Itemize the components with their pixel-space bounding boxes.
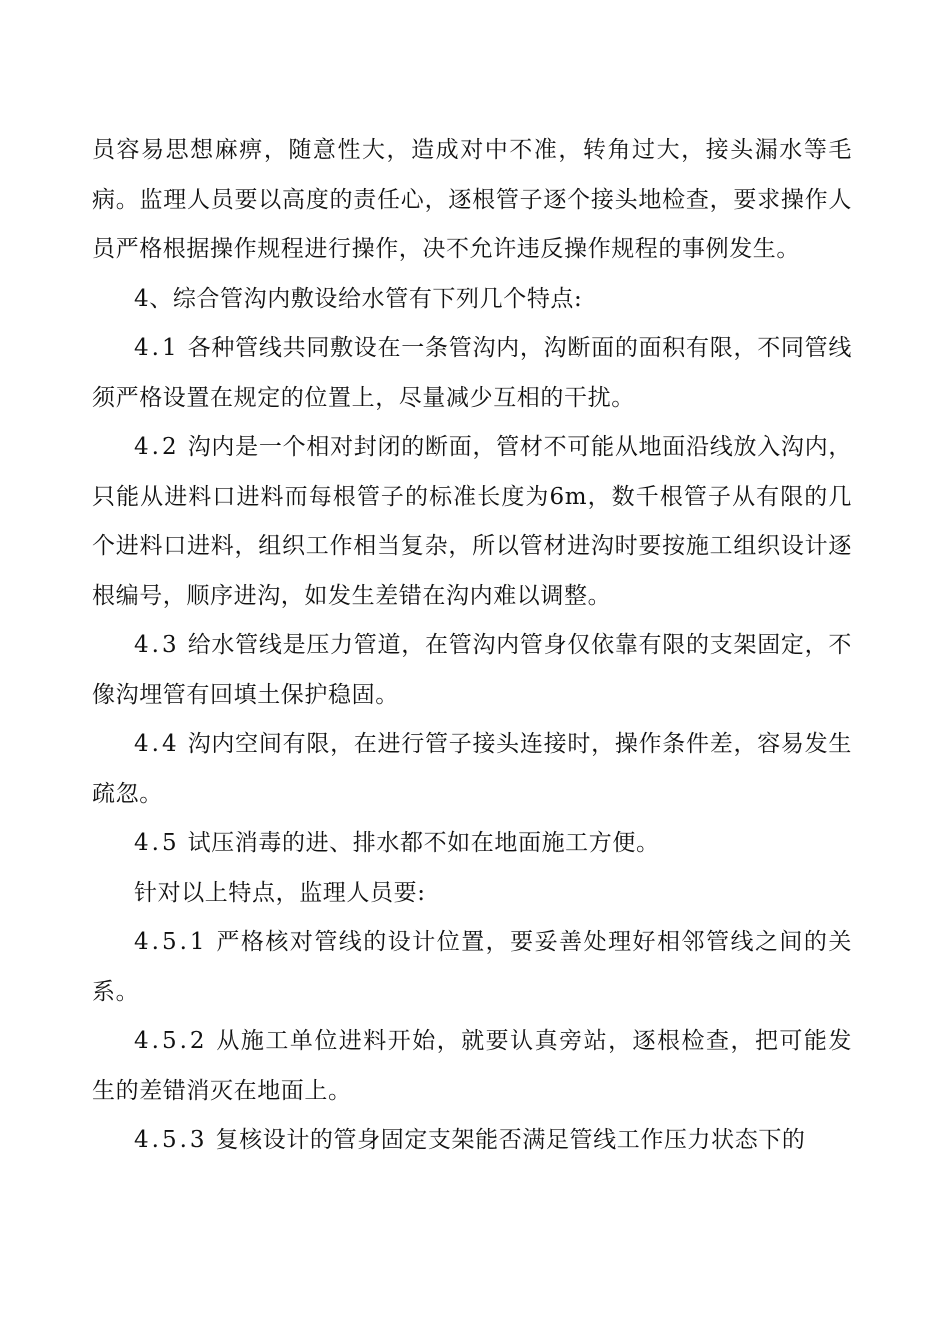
paragraph-4-2 (92, 423, 852, 621)
paragraph-text: 沟内是一个相对封闭的断面，管材不可能从地面沿线放入沟内，只能从进料口进料而每根管子的标准长度为6m，数千根管子从有限的几个进料口进料，组织工作相当复杂，所以管材进沟时要按施工组织设计逐根编号，顺序进沟，如发生差错在沟内难以调整。 (92, 434, 852, 609)
paragraph-number: 4.2 (134, 434, 180, 460)
paragraph-4-5-3 (92, 1116, 852, 1166)
paragraph-text: 针对以上特点，监理人员要: (134, 879, 426, 906)
paragraph-section-4-heading (92, 275, 852, 325)
paragraph-number: 4.5 (134, 830, 180, 856)
paragraph-number: 4.5.2 (134, 1028, 208, 1054)
paragraph-4-5-1 (92, 918, 852, 1017)
paragraph-number: 4.5.1 (134, 929, 208, 955)
paragraph-number: 4.5.3 (134, 1127, 208, 1153)
paragraph-continuation (92, 126, 852, 275)
document-body (92, 126, 852, 1166)
paragraph-number: 4.1 (134, 335, 180, 361)
paragraph-text: 试压消毒的进、排水都不如在地面施工方便。 (187, 830, 660, 856)
paragraph-4-5 (92, 819, 852, 869)
paragraph-text: 沟内空间有限，在进行管子接头连接时，操作条件差，容易发生疏忽。 (92, 731, 852, 807)
paragraph-4-4 (92, 720, 852, 819)
paragraph-text: 4、综合管沟内敷设给水管有下列几个特点: (134, 285, 583, 312)
paragraph-4-1 (92, 324, 852, 423)
paragraph-text: 各种管线共同敷设在一条管沟内，沟断面的面积有限，不同管线须严格设置在规定的位置上，尽量减少互相的干扰。 (92, 335, 852, 411)
paragraph-text: 给水管线是压力管道，在管沟内管身仅依靠有限的支架固定，不像沟埋管有回填土保护稳固。 (92, 632, 852, 708)
paragraph-text: 严格核对管线的设计位置，要妥善处理好相邻管线之间的关系。 (92, 929, 852, 1005)
paragraph-text: 从施工单位进料开始，就要认真旁站，逐根检查，把可能发生的差错消灭在地面上。 (92, 1028, 852, 1104)
paragraph-text: 员容易思想麻痹，随意性大，造成对中不准，转角过大，接头漏水等毛病。监理人员要以高度的责任心，逐根管子逐个接头地检查，要求操作人员严格根据操作规程进行操作，决不允许违反操作规程的事例发生。 (92, 137, 852, 262)
paragraph-4-5-2 (92, 1017, 852, 1116)
paragraph-4-3 (92, 621, 852, 720)
paragraph-text: 复核设计的管身固定支架能否满足管线工作压力状态下的 (215, 1127, 806, 1153)
paragraph-intro-requirements (92, 869, 852, 919)
paragraph-number: 4.4 (134, 731, 180, 757)
paragraph-number: 4.3 (134, 632, 180, 658)
